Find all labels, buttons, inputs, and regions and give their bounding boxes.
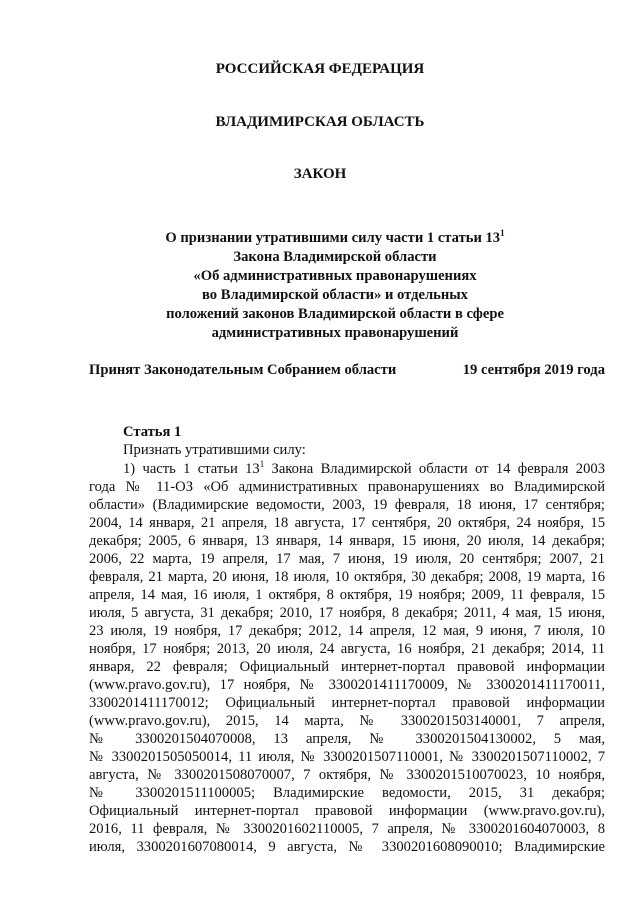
paragraph-line: 2016, 11 февраля, № 3300201602110005, 7 апреля, № 3300201604070003, 8 bbox=[89, 821, 605, 837]
article-intro: Признать утратившими силу: bbox=[123, 442, 306, 458]
adoption-line bbox=[89, 362, 605, 379]
paragraph-line: апреля, 14 мая, 16 июля, 1 октября, 8 октября, 19 ноября; 2009, 11 февраля, 15 bbox=[89, 587, 605, 603]
paragraph-line: № 3300201504070008, 13 апреля, № 3300201504130002, 5 мая, bbox=[89, 731, 605, 747]
region-heading: ВЛАДИМИРСКАЯ ОБЛАСТЬ bbox=[215, 114, 425, 130]
paragraph-line: 1) часть 1 статьи $13^1$ Закона Владимирской области от 14 февраля 2003 bbox=[123, 459, 605, 477]
adoption-date: 19 сентября 2019 года bbox=[462, 362, 605, 378]
paragraph-line: февраля, 21 марта, 20 июня, 18 июля, 10 октября, 30 декабря; 2008, 19 марта, 16 bbox=[89, 569, 605, 585]
adopted-by: Принят Законодательным Собранием области bbox=[89, 362, 397, 378]
superscript: 1 bbox=[259, 459, 265, 469]
paragraph-line: (www.pravo.gov.ru), 17 ноября, № 3300201411170009, № 3300201411170011, bbox=[89, 677, 605, 693]
law-title-line-2: Закона Владимирской области bbox=[233, 249, 437, 265]
law-title-line-6: административных правонарушений bbox=[211, 325, 459, 341]
superscript: 1 bbox=[500, 228, 505, 238]
law-title-line-1: О признании утратившими силу части 1 статьи $13^1$ bbox=[165, 228, 505, 246]
paragraph-line: ноября, 17 ноября; 2013, 20 июля, 24 августа, 16 ноября, 21 декабря; 2014, 11 bbox=[89, 641, 605, 657]
paragraph-line: июля, 3300201607080014, 9 августа, № 3300201608090010; Владимирские bbox=[89, 839, 605, 855]
law-title bbox=[0, 229, 640, 343]
paragraph-line: января, 22 февраля; Официальный интернет-портал правовой информации bbox=[89, 659, 605, 675]
paragraph-line: 2006, 22 марта, 19 апреля, 17 мая, 7 июня, 19 июля, 20 сентября; 2007, 21 bbox=[89, 551, 605, 567]
paragraph-line: № 3300201505050014, 11 июля, № 3300201507110001, № 3300201507110002, 7 bbox=[89, 749, 605, 765]
paragraph-line: августа, № 3300201508070007, 7 октября, № 3300201510070023, 10 ноября, bbox=[89, 767, 605, 783]
law-title-line-4: во Владимирской области» и отдельных bbox=[202, 287, 468, 303]
paragraph-line: декабря; 2005, 6 января, 13 января, 14 января, 15 июня, 20 июля, 14 декабря; bbox=[89, 533, 605, 549]
paragraph-line: июля, 5 августа, 31 декабря; 2010, 17 ноября, 8 декабря; 2011, 4 мая, 15 июня, bbox=[89, 605, 605, 621]
law-title-line-3: «Об административных правонарушениях bbox=[193, 268, 477, 284]
paragraph-line: Официальный интернет-портал правовой информации (www.pravo.gov.ru), bbox=[89, 803, 605, 819]
article-body bbox=[89, 460, 605, 856]
paragraph-line: 3300201411170012; Официальный интернет-портал правовой информации bbox=[89, 695, 605, 711]
paragraph-line: 2004, 14 января, 21 апреля, 18 августа, 17 сентября, 20 октября, 24 ноября, 15 bbox=[89, 515, 605, 531]
paragraph-line: № 3300201511100005; Владимирские ведомости, 2015, 31 декабря; bbox=[89, 785, 605, 801]
country-heading: РОССИЙСКАЯ ФЕДЕРАЦИЯ bbox=[215, 61, 425, 77]
paragraph-line: (www.pravo.gov.ru), 2015, 14 марта, № 3300201503140001, 7 апреля, bbox=[89, 713, 605, 729]
doc-type-heading: ЗАКОН bbox=[293, 166, 347, 182]
paragraph-line: области» (Владимирские ведомости, 2003, 19 февраля, 18 июня, 17 сентября; bbox=[89, 497, 605, 513]
law-title-line-5: положений законов Владимирской области в сфере bbox=[166, 306, 504, 322]
paragraph-line: 23 июля, 19 ноября, 17 декабря; 2012, 14 апреля, 12 мая, 9 июня, 7 июля, 10 bbox=[89, 623, 605, 639]
article-heading: Статья 1 bbox=[123, 424, 182, 440]
paragraph-line: года № 11-ОЗ «Об административных правонарушениях во Владимирской bbox=[89, 479, 605, 495]
